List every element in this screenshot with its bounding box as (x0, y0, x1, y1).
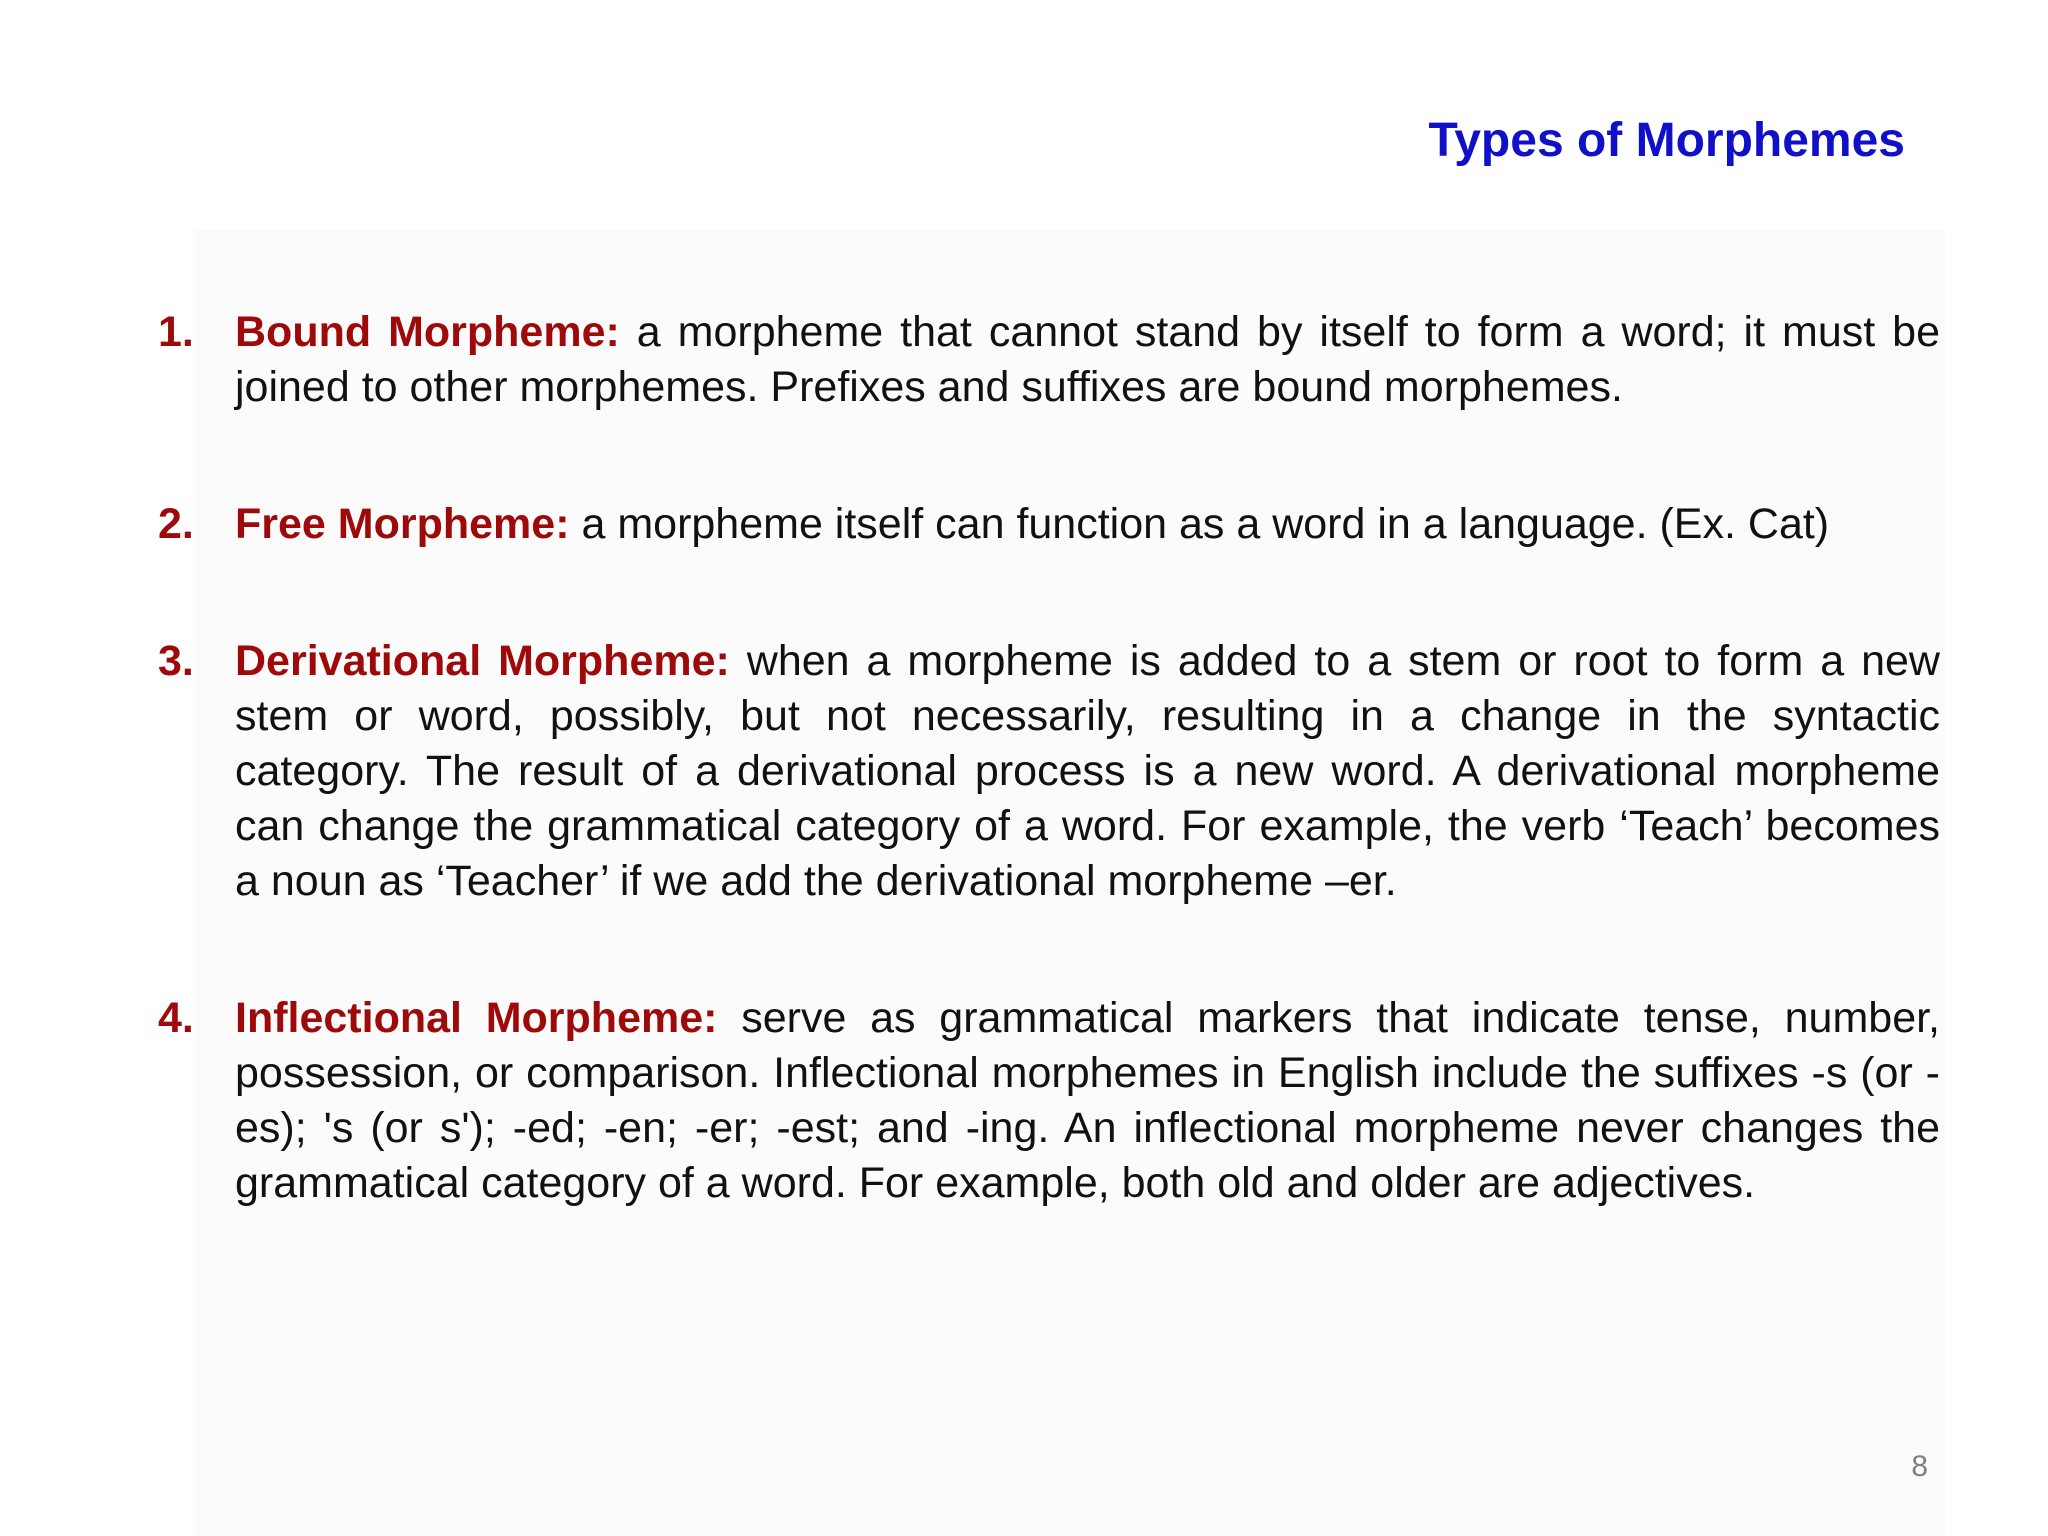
page-number: 8 (1911, 1450, 1928, 1483)
term-inflectional-morpheme: Inflectional Morpheme: (235, 994, 718, 1042)
list-item-number: 1. (158, 308, 194, 356)
list-item-free-morpheme (158, 497, 1940, 552)
term-free-morpheme: Free Morpheme: (235, 500, 570, 548)
slide-title: Types of Morphemes (1428, 114, 1905, 167)
definition-inflectional-morpheme: serve as grammatical markers that indicate tense, number, possession, or comparison. Inflectional morphemes in English include the suffixes -s (or -es); 's (or s'); -ed; -en; -er; -est; and -ing. An inflectional morpheme never changes the grammatical category of a word. For example, both old and older are adjectives. (235, 994, 1940, 1207)
list-item-bound-morpheme (158, 305, 1940, 415)
list-item-number: 2. (158, 500, 194, 548)
morpheme-types-list (158, 305, 1940, 1211)
list-item-number: 3. (158, 637, 194, 685)
definition-free-morpheme: a morpheme itself can function as a word in a language. (Ex. Cat) (581, 500, 1830, 548)
term-derivational-morpheme: Derivational Morpheme: (235, 637, 730, 685)
list-item-number: 4. (158, 994, 194, 1042)
list-item-derivational-morpheme (158, 634, 1940, 909)
definition-bound-morpheme: a morpheme that cannot stand by itself to form a word; it must be joined to other morphemes. Prefixes and suffixes are bound morphemes. (235, 308, 1940, 411)
term-bound-morpheme: Bound Morpheme: (235, 308, 620, 356)
list-item-inflectional-morpheme (158, 991, 1940, 1211)
definition-derivational-morpheme: when a morpheme is added to a stem or root to form a new stem or word, possibly, but not necessarily, resulting in a change in the syntactic category. The result of a derivational process is a new word. A derivational morpheme can change the grammatical category of a word. For example, the verb ‘Teach’ becomes a noun as ‘Teacher’ if we add the derivational morpheme –er. (235, 637, 1940, 905)
